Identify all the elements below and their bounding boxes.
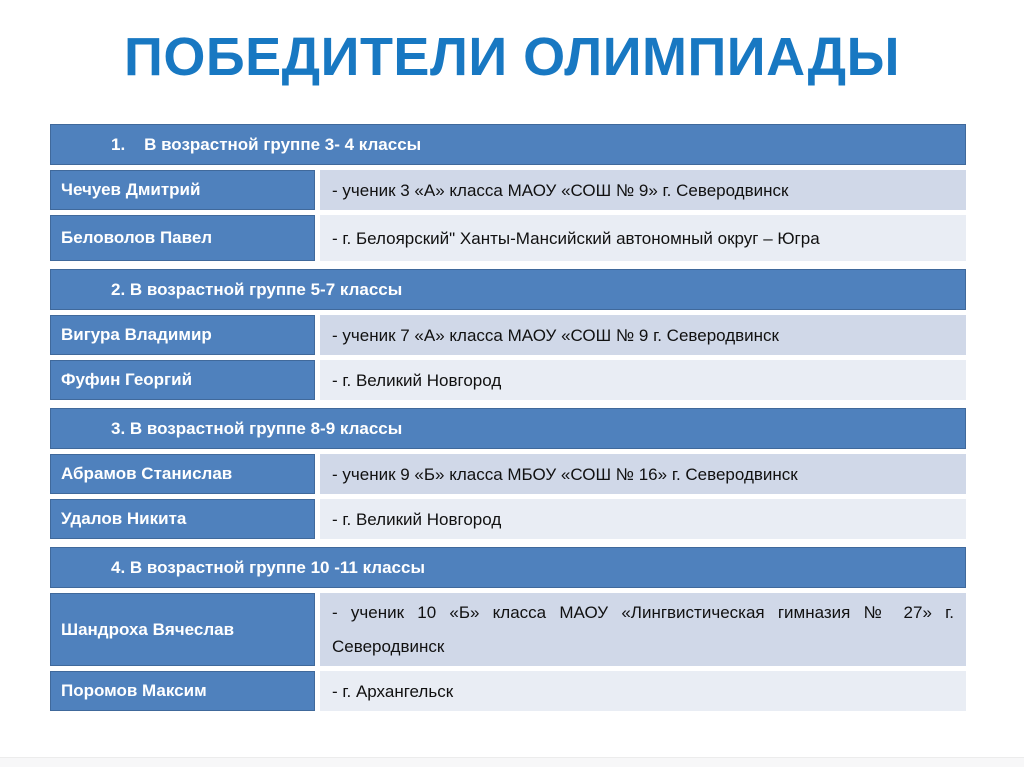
winner-name-cell: Беловолов Павел — [50, 215, 315, 261]
winner-desc-cell: - г. Великий Новгород — [320, 360, 966, 400]
winner-desc-cell: - г. Великий Новгород — [320, 499, 966, 539]
age-group-header-1: 1. В возрастной группе 3- 4 классы — [50, 124, 966, 165]
winner-name-cell: Поромов Максим — [50, 671, 315, 711]
table-row — [50, 454, 966, 494]
winner-name-cell: Абрамов Станислав — [50, 454, 315, 494]
age-group-header-2: 2. В возрастной группе 5-7 классы — [50, 269, 966, 310]
winners-table — [50, 124, 966, 716]
table-row — [50, 593, 966, 666]
table-row — [50, 499, 966, 539]
page-title: ПОБЕДИТЕЛИ ОЛИМПИАДЫ — [124, 27, 900, 87]
winner-desc-cell: - г. Белоярский" Ханты-Мансийский автономный округ – Югра — [320, 215, 966, 261]
age-group-header-3: 3. В возрастной группе 8-9 классы — [50, 408, 966, 449]
winner-name-cell: Чечуев Дмитрий — [50, 170, 315, 210]
table-row — [50, 315, 966, 355]
winner-name-cell: Фуфин Георгий — [50, 360, 315, 400]
table-row — [50, 671, 966, 711]
winner-desc-cell: - ученик 7 «А» класса МАОУ «СОШ № 9 г. Северодвинск — [320, 315, 966, 355]
winner-name-cell: Вигура Владимир — [50, 315, 315, 355]
desc-line-2: Северодвинск — [332, 637, 445, 656]
age-group-header-4: 4. В возрастной группе 10 -11 классы — [50, 547, 966, 588]
winner-desc-cell: - ученик 9 «Б» класса МБОУ «СОШ № 16» г. Северодвинск — [320, 454, 966, 494]
desc-line-1: - ученик 10 «Б» класса МАОУ «Лингвистическая гимназия № 27» г. — [332, 603, 954, 622]
slide-bottom-edge — [0, 757, 1024, 767]
table-row — [50, 215, 966, 261]
winner-desc-cell — [320, 593, 966, 666]
table-row — [50, 170, 966, 210]
winner-desc-cell: - ученик 3 «А» класса МАОУ «СОШ № 9» г. Северодвинск — [320, 170, 966, 210]
winner-name-cell: Удалов Никита — [50, 499, 315, 539]
winner-name-cell: Шандроха Вячеслав — [50, 593, 315, 666]
table-row — [50, 360, 966, 400]
winner-desc-cell: - г. Архангельск — [320, 671, 966, 711]
